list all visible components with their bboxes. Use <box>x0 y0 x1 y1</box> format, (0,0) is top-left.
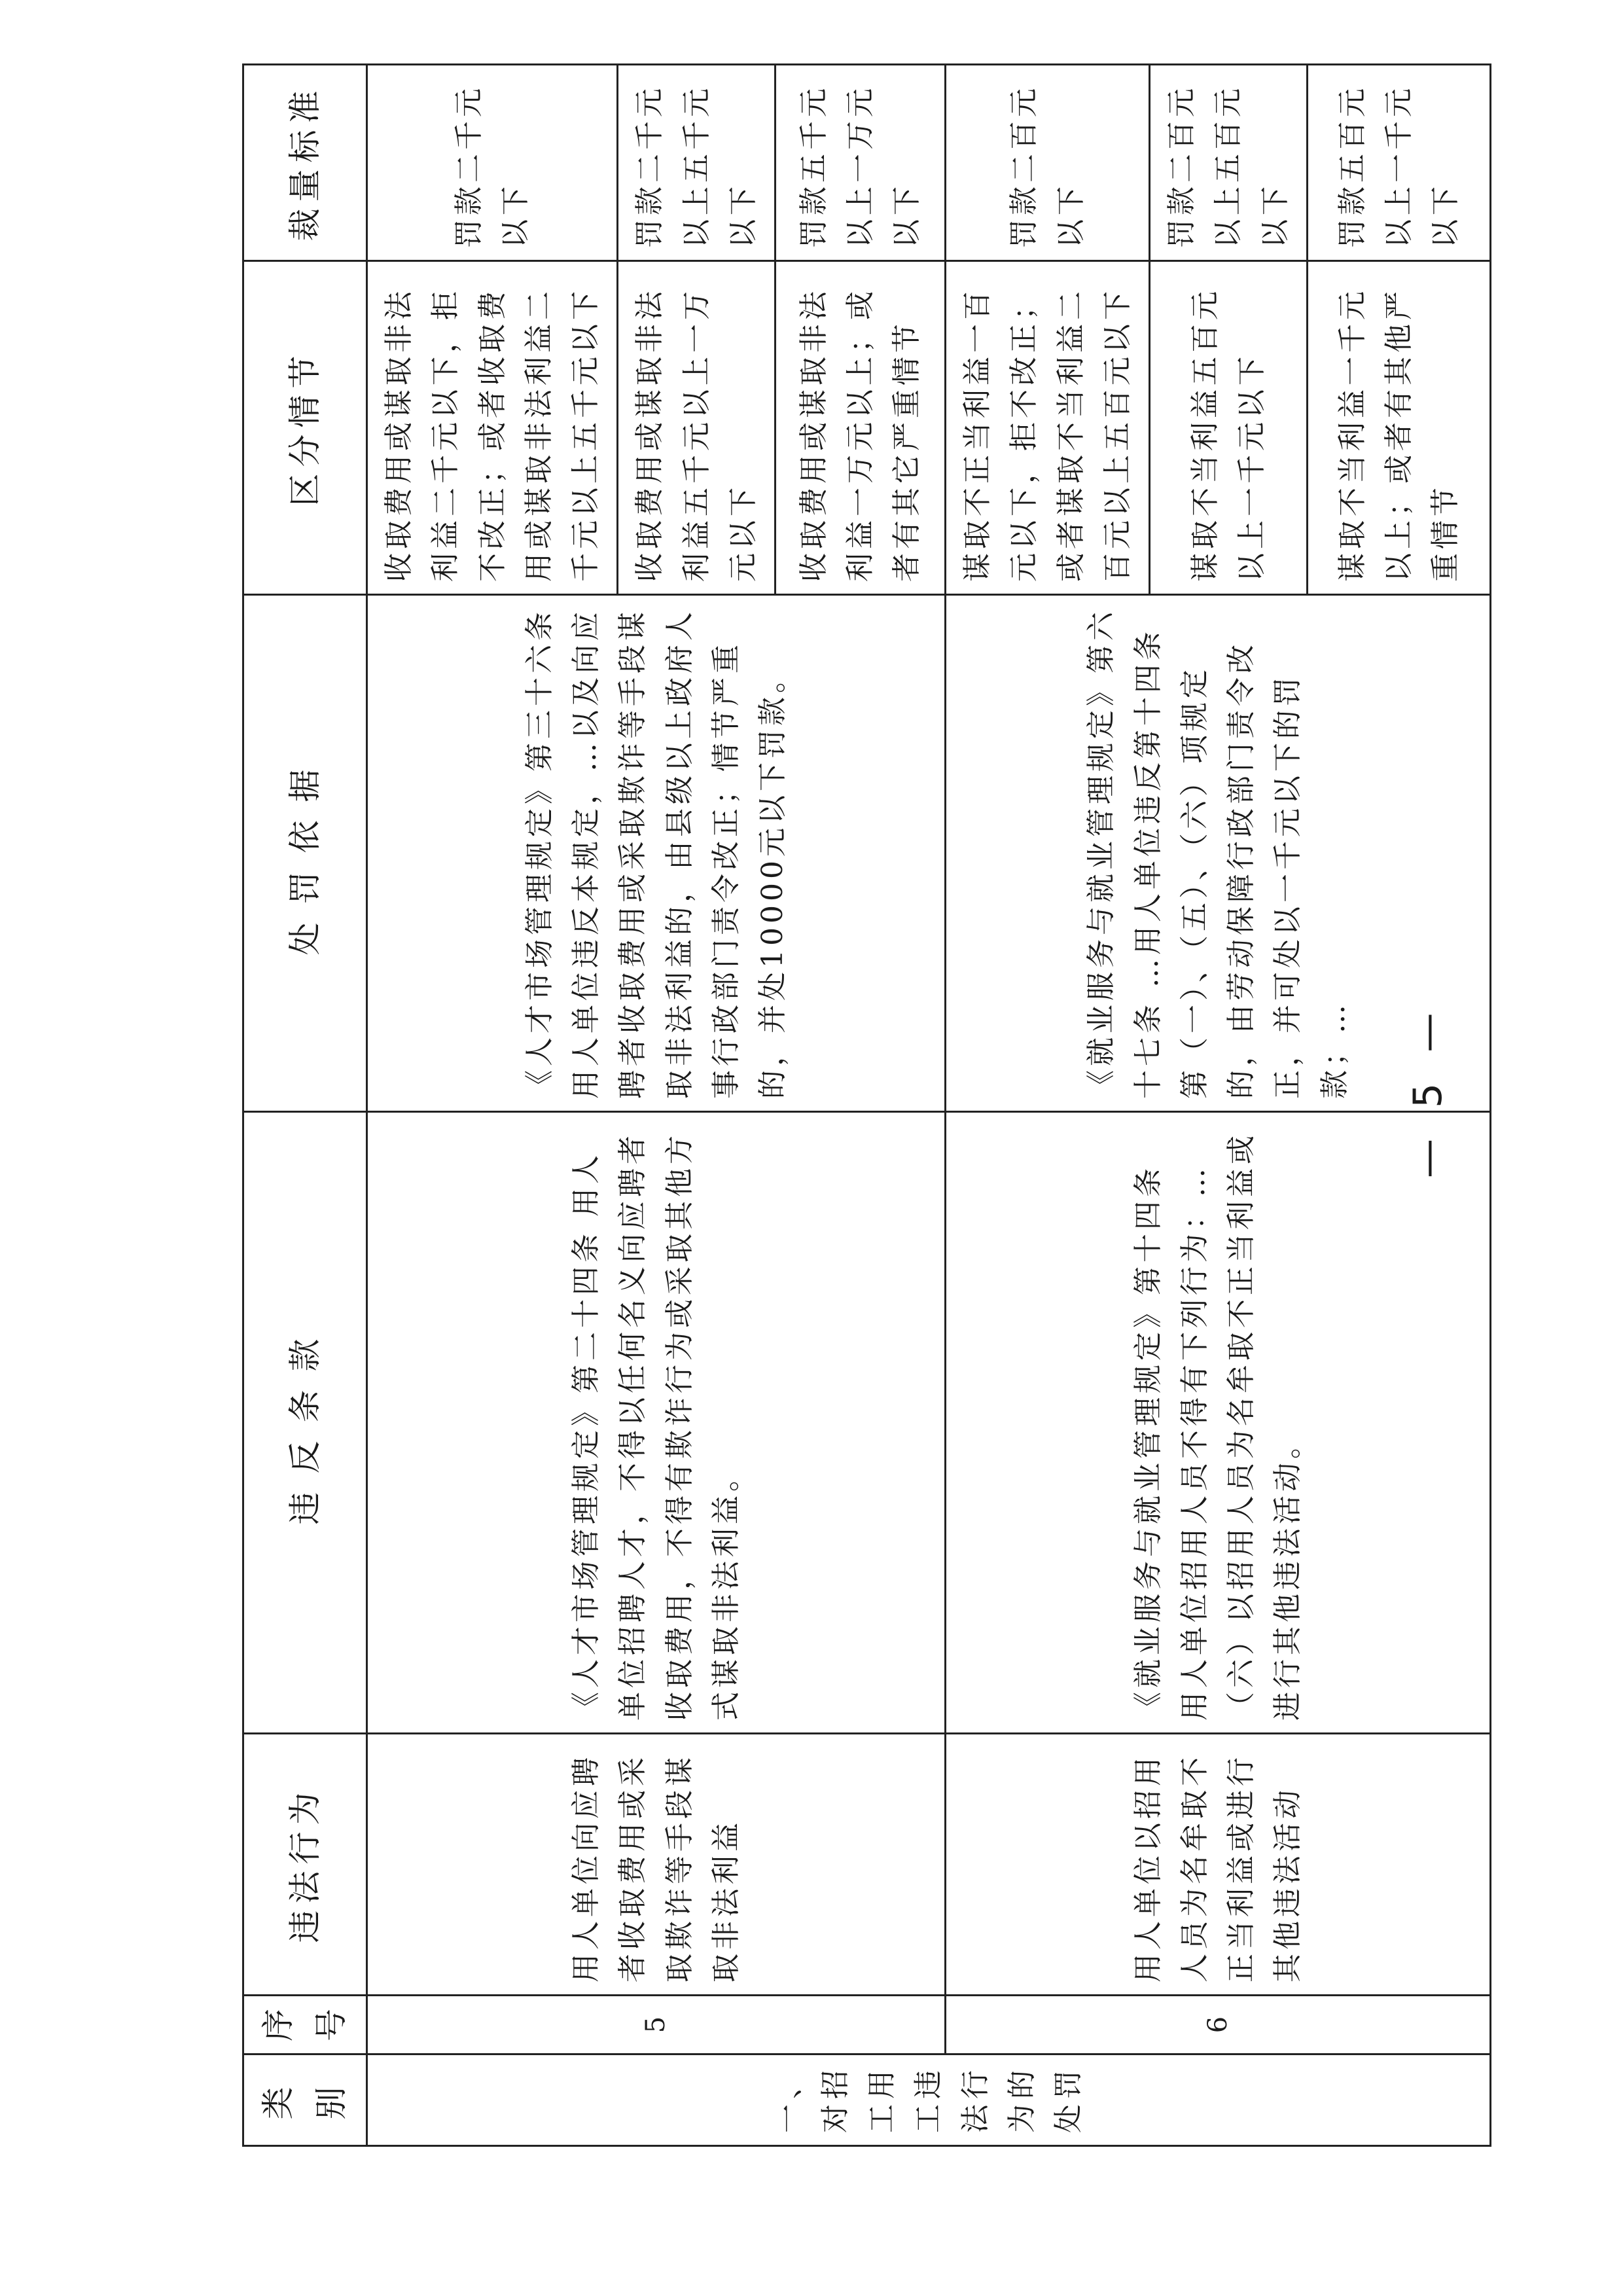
header-seq: 序号 <box>243 1996 367 2054</box>
category-label: 一、对招工用工违法行为的处罚 <box>772 2065 1086 2133</box>
standard-cell: 罚款五百元以上一千元以下 <box>1307 65 1490 261</box>
circumstance-cell: 收取费用或谋取非法利益二千元以下，拒不改正；或者收取费用或谋取非法利益二千元以上五千元以下 <box>367 261 618 595</box>
header-behavior: 违法行为 <box>243 1734 367 1996</box>
header-clause: 违反条款 <box>243 1112 367 1734</box>
clause-cell: 《就业服务与就业管理规定》第十四条 用人单位招用人员不得有下列行为：…（六）以招用人员为名牟取不正当利益或进行其他违法活动。 <box>946 1112 1491 1734</box>
clause-cell: 《人才市场管理规定》第二十四条 用人单位招聘人才，不得以任何名义向应聘者收取费用，不得有欺诈行为或采取其他方式谋取非法利益。 <box>367 1112 946 1734</box>
standard-cell: 罚款二百元以下 <box>946 65 1150 261</box>
circumstance-cell: 谋取不正当利益一百元以下，拒不改正；或者谋取不当利益二百元以上五百元以下 <box>946 261 1150 595</box>
table-header-row <box>243 65 367 2146</box>
basis-cell: 《人才市场管理规定》第三十六条 用人单位违反本规定，…以及向应聘者收取费用或采取欺诈等手段谋取非法利益的，由县级以上政府人事行政部门责令改正；情节严重的，并处10000元以下罚款。 <box>367 595 946 1112</box>
category-cell <box>367 2054 1491 2146</box>
standard-cell: 罚款二千元以上五千元以下 <box>618 65 776 261</box>
header-standard: 裁量标准 <box>243 65 367 261</box>
circumstance-cell: 谋取不当利益五百元以上一千元以下 <box>1150 261 1308 595</box>
table-row <box>367 65 618 2146</box>
penalty-table-page <box>242 65 1463 2147</box>
basis-cell: 《就业服务与就业管理规定》第六十七条 …用人单位违反第十四条第（一）、（五）、（六）项规定的，由劳动保障行政部门责令改正，并可处以一千元以下的罚款；… <box>946 595 1491 1112</box>
header-circumstance: 区分情节 <box>243 261 367 595</box>
penalty-discretion-table <box>242 63 1491 2147</box>
circumstance-cell: 收取费用或谋取非法利益五千元以上一万元以下 <box>618 261 776 595</box>
circumstance-cell: 收取费用或谋取非法利益一万元以上；或者有其它严重情节 <box>776 261 946 595</box>
seq-cell: 5 <box>367 1996 946 2054</box>
seq-cell: 6 <box>946 1996 1491 2054</box>
behavior-cell: 用人单位以招用人员为名牟取不正当利益或进行其他违法活动 <box>946 1734 1491 1996</box>
header-basis: 处罚依据 <box>243 595 367 1112</box>
standard-cell: 罚款五千元以上一万元以下 <box>776 65 946 261</box>
header-category: 类别 <box>243 2054 367 2146</box>
behavior-cell: 用人单位向应聘者收取费用或采取欺诈等手段谋取非法利益 <box>367 1734 946 1996</box>
circumstance-cell: 谋取不当利益一千元以上；或者有其他严重情节 <box>1307 261 1490 595</box>
standard-cell: 罚款二千元以下 <box>367 65 618 261</box>
standard-cell: 罚款二百元以上五百元以下 <box>1150 65 1308 261</box>
table-row <box>946 65 1150 2146</box>
page-number: — 5 — <box>1405 1003 1451 1178</box>
